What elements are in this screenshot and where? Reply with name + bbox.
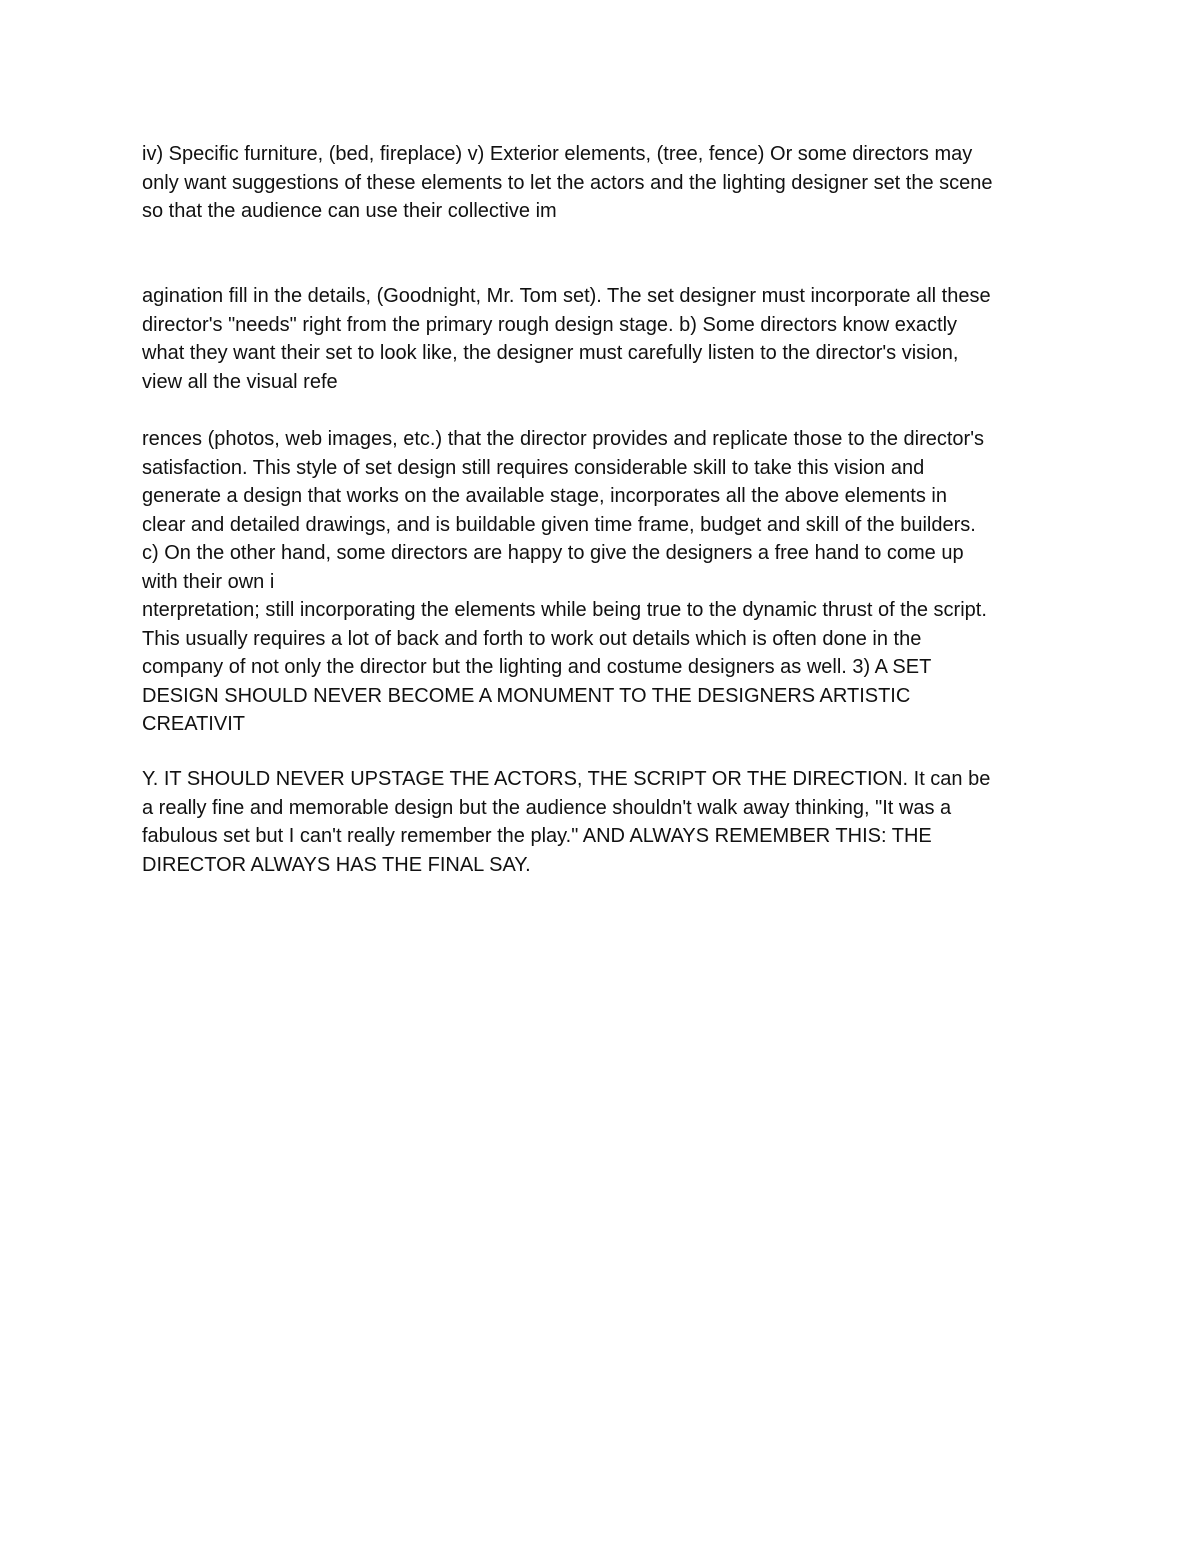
text-line: agination fill in the details, (Goodnight, Mr. Tom set). The set designer must incorporate all these [142, 285, 991, 307]
text-line: view all the visual refe [142, 370, 338, 393]
text-line: a really fine and memorable design but the audience shouldn't walk away thinking, "It was a [142, 796, 952, 819]
text-line: generate a design that works on the available stage, incorporates all the above elements in [142, 485, 947, 507]
text-line: DESIGN SHOULD NEVER BECOME A MONUMENT TO THE DESIGNERS ARTISTIC [142, 684, 911, 707]
text-line: clear and detailed drawings, and is buildable given time frame, budget and skill of the builders. [142, 513, 976, 536]
text-line: satisfaction. This style of set design still requires considerable skill to take this vision and [142, 456, 925, 479]
text-line: Y. IT SHOULD NEVER UPSTAGE THE ACTORS, THE SCRIPT OR THE DIRECTION. It can be [142, 768, 991, 790]
text-block-4 [142, 765, 1082, 879]
text-line: with their own i [142, 570, 275, 593]
text-line: This usually requires a lot of back and forth to work out details which is often done in the [142, 627, 922, 650]
text-line: c) On the other hand, some directors are happy to give the designers a free hand to come up [142, 542, 964, 564]
text-line: iv) Specific furniture, (bed, fireplace) v) Exterior elements, (tree, fence) Or some directors may [142, 143, 973, 165]
text-line: so that the audience can use their collective im [142, 200, 557, 222]
text-line: director's "needs" right from the primary rough design stage. b) Some directors know exactly [142, 313, 958, 336]
text-line: what they want their set to look like, the designer must carefully listen to the director's vision, [142, 342, 959, 364]
text-line: only want suggestions of these elements to let the actors and the lighting designer set the scene [142, 171, 993, 194]
text-line: company of not only the director but the lighting and costume designers as well. 3) A SET [142, 656, 932, 678]
text-block-2 [142, 282, 1082, 396]
text-line: nterpretation; still incorporating the elements while being true to the dynamic thrust of the script. [142, 599, 987, 621]
text-line: fabulous set but I can't really remember the play." AND ALWAYS REMEMBER THIS: THE [142, 825, 932, 847]
text-line: DIRECTOR ALWAYS HAS THE FINAL SAY. [142, 853, 531, 876]
text-line: CREATIVIT [142, 713, 245, 735]
text-line: rences (photos, web images, etc.) that the director provides and replicate those to the director's [142, 428, 985, 450]
text-block-3 [142, 425, 1082, 739]
text-block-1 [142, 140, 1082, 226]
